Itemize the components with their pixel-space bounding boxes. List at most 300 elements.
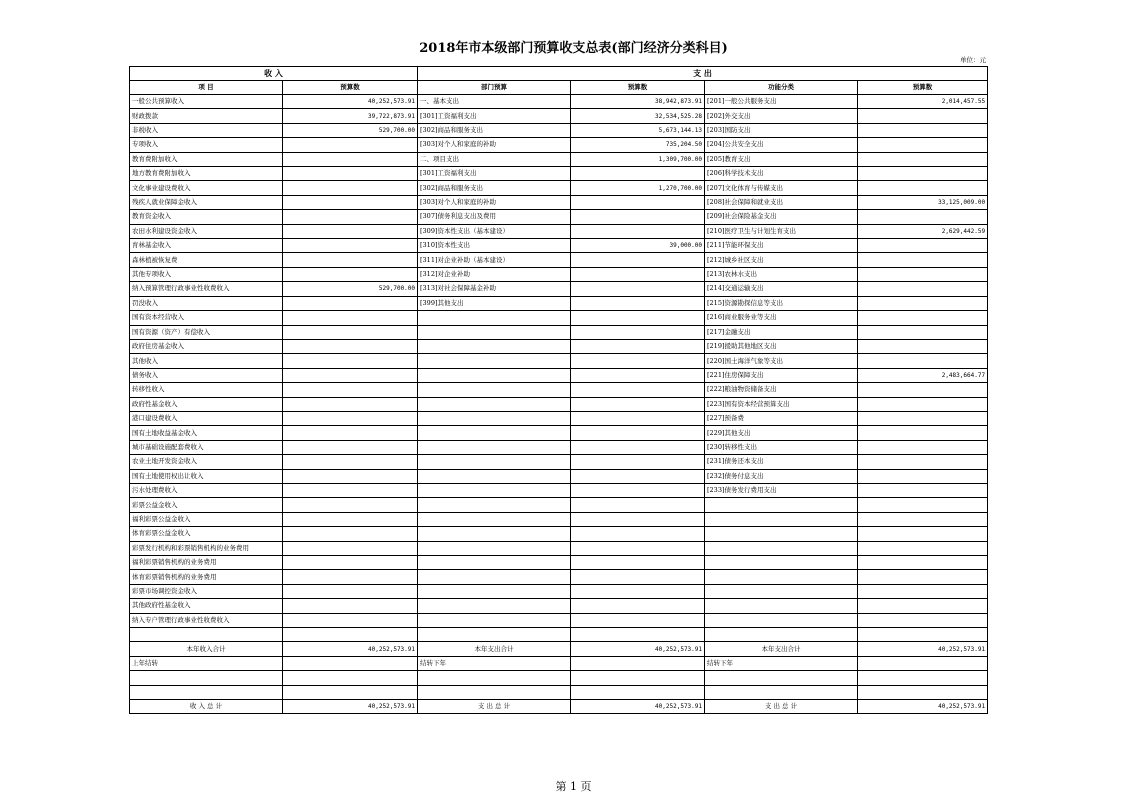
income-budget	[283, 239, 418, 253]
income-budget	[283, 368, 418, 382]
empty-cell	[858, 685, 988, 699]
func-budget	[858, 239, 988, 253]
func-budget	[858, 167, 988, 181]
income-item: 残疾人就业保障金收入	[130, 195, 283, 209]
dept-item: [302]商品和服务支出	[418, 123, 571, 137]
func-item: [201]一般公共服务支出	[705, 95, 858, 109]
dept-budget	[571, 455, 705, 469]
col-func-header: 功能分类	[705, 81, 858, 95]
func-budget	[858, 253, 988, 267]
dept-budget	[571, 311, 705, 325]
dept-budget	[571, 440, 705, 454]
income-budget	[283, 512, 418, 526]
table-row	[130, 584, 988, 598]
dept-budget	[571, 411, 705, 425]
func-budget	[858, 267, 988, 281]
income-item: 育林基金收入	[130, 239, 283, 253]
table-row	[130, 311, 988, 325]
income-item: 专项收入	[130, 138, 283, 152]
func-budget	[858, 599, 988, 613]
func-item: [231]债务还本支出	[705, 455, 858, 469]
empty-cell	[283, 671, 418, 685]
income-item: 其他收入	[130, 354, 283, 368]
func-budget	[858, 512, 988, 526]
carry-row	[130, 656, 988, 670]
table-row	[130, 383, 988, 397]
func-item: [211]节能环保支出	[705, 239, 858, 253]
table-row	[130, 440, 988, 454]
dept-item	[418, 339, 571, 353]
income-item: 文化事业建设费收入	[130, 181, 283, 195]
func-budget	[858, 354, 988, 368]
func-item: [223]国有资本经营预算支出	[705, 397, 858, 411]
dept-budget	[571, 541, 705, 555]
income-budget	[283, 181, 418, 195]
dept-budget	[571, 282, 705, 296]
income-budget	[283, 628, 418, 642]
func-total-value: 40,252,573.91	[858, 642, 988, 656]
income-item: 城市基础设施配套费收入	[130, 440, 283, 454]
income-budget	[283, 440, 418, 454]
dept-item	[418, 628, 571, 642]
income-item: 森林植被恢复费	[130, 253, 283, 267]
func-budget	[858, 541, 988, 555]
income-item: 彩票公益金收入	[130, 498, 283, 512]
func-budget	[858, 138, 988, 152]
income-budget	[283, 455, 418, 469]
header-row-main	[130, 67, 988, 81]
table-row	[130, 109, 988, 123]
income-budget	[283, 426, 418, 440]
table-row	[130, 498, 988, 512]
func-item: [202]外交支出	[705, 109, 858, 123]
func-item: [216]商业服务业等支出	[705, 311, 858, 325]
dept-total-label: 本年支出合计	[418, 642, 571, 656]
func-item: [215]资源勘探信息等支出	[705, 296, 858, 310]
table-row	[130, 411, 988, 425]
next-carry-label: 结转下年	[418, 656, 571, 670]
func-budget	[858, 498, 988, 512]
table-row	[130, 123, 988, 137]
income-item: 政府性基金收入	[130, 397, 283, 411]
empty-cell	[418, 685, 571, 699]
income-budget: 529,700.00	[283, 282, 418, 296]
prev-carry-label: 上年结转	[130, 656, 283, 670]
empty-cell	[571, 685, 705, 699]
table-row	[130, 152, 988, 166]
func-item: [206]科学技术支出	[705, 167, 858, 181]
func-item: [208]社会保障和就业支出	[705, 195, 858, 209]
dept-budget	[571, 224, 705, 238]
func-budget	[858, 426, 988, 440]
func-budget	[858, 339, 988, 353]
dept-item	[418, 469, 571, 483]
func-budget	[858, 109, 988, 123]
page-number: 第 1 页	[555, 780, 592, 793]
dept-budget	[571, 296, 705, 310]
func-budget	[858, 383, 988, 397]
dept-item	[418, 455, 571, 469]
dept-item: [311]对企业补助（基本建设）	[418, 253, 571, 267]
empty-cell	[130, 671, 283, 685]
func-budget	[858, 455, 988, 469]
func-budget: 2,483,664.77	[858, 368, 988, 382]
dept-budget	[571, 628, 705, 642]
income-total-value: 40,252,573.91	[283, 642, 418, 656]
dept-item	[418, 541, 571, 555]
dept-budget	[571, 527, 705, 541]
dept-item: [310]资本性支出	[418, 239, 571, 253]
page-title: 2018年市本级部门预算收支总表(部门经济分类科目)	[419, 41, 728, 56]
income-item: 债务收入	[130, 368, 283, 382]
income-item: 一般公共预算收入	[130, 95, 283, 109]
dept-budget: 1,270,700.00	[571, 181, 705, 195]
income-item: 罚没收入	[130, 296, 283, 310]
func-item	[705, 512, 858, 526]
func-item	[705, 584, 858, 598]
dept-budget	[571, 383, 705, 397]
expense-grand-value: 40,252,573.91	[571, 700, 705, 714]
table-row	[130, 527, 988, 541]
func-item: [207]文化体育与传媒支出	[705, 181, 858, 195]
income-item: 财政拨款	[130, 109, 283, 123]
income-item: 体育彩票公益金收入	[130, 527, 283, 541]
func-budget	[858, 181, 988, 195]
empty-cell	[858, 671, 988, 685]
income-budget	[283, 167, 418, 181]
dept-item	[418, 483, 571, 497]
func-budget	[858, 296, 988, 310]
income-budget	[283, 311, 418, 325]
income-budget	[283, 354, 418, 368]
func-item	[705, 556, 858, 570]
income-item: 其他政府性基金收入	[130, 599, 283, 613]
dept-item	[418, 599, 571, 613]
table-row	[130, 325, 988, 339]
func-budget	[858, 613, 988, 627]
dept-item	[418, 383, 571, 397]
income-budget	[283, 527, 418, 541]
income-budget	[283, 584, 418, 598]
func-item: [203]国防支出	[705, 123, 858, 137]
table-row	[130, 426, 988, 440]
income-budget	[283, 296, 418, 310]
income-item: 彩票发行机构和彩票销售机构的业务费用	[130, 541, 283, 555]
dept-item	[418, 613, 571, 627]
dept-budget	[571, 512, 705, 526]
income-budget	[283, 195, 418, 209]
expense-header: 支 出	[418, 67, 988, 81]
func-total-label: 本年支出合计	[705, 642, 858, 656]
func-budget	[858, 440, 988, 454]
income-budget	[283, 383, 418, 397]
income-item: 国有土地使用权出让收入	[130, 469, 283, 483]
dept-item: 一、基本支出	[418, 95, 571, 109]
col-budget3-header: 预算数	[858, 81, 988, 95]
func-budget: 2,014,457.55	[858, 95, 988, 109]
dept-item	[418, 325, 571, 339]
dept-item	[418, 311, 571, 325]
empty-cell	[283, 656, 418, 670]
func-budget	[858, 570, 988, 584]
func-item	[705, 613, 858, 627]
func-item	[705, 570, 858, 584]
income-budget	[283, 613, 418, 627]
totals-row	[130, 642, 988, 656]
dept-item	[418, 411, 571, 425]
dept-item	[418, 570, 571, 584]
dept-item	[418, 527, 571, 541]
func-budget	[858, 282, 988, 296]
income-item: 农业土地开发资金收入	[130, 455, 283, 469]
func-item: [217]金融支出	[705, 325, 858, 339]
empty-cell	[705, 671, 858, 685]
func-item: [210]医疗卫生与计划生育支出	[705, 224, 858, 238]
income-budget: 39,722,873.91	[283, 109, 418, 123]
func-budget	[858, 311, 988, 325]
dept-item: [307]债务利息支出及费用	[418, 210, 571, 224]
dept-item: [309]资本性支出（基本建设）	[418, 224, 571, 238]
income-item: 政府住房基金收入	[130, 339, 283, 353]
dept-budget	[571, 584, 705, 598]
dept-item: [303]对个人和家庭的补助	[418, 195, 571, 209]
func-budget	[858, 584, 988, 598]
func-budget	[858, 210, 988, 224]
func-item: [229]其他支出	[705, 426, 858, 440]
income-item: 教育费附加收入	[130, 152, 283, 166]
income-item: 国有土地收益基金收入	[130, 426, 283, 440]
table-row	[130, 469, 988, 483]
func-item: [220]国土海洋气象等支出	[705, 354, 858, 368]
func-item	[705, 527, 858, 541]
dept-budget: 32,534,525.28	[571, 109, 705, 123]
table-row	[130, 138, 988, 152]
func-budget	[858, 325, 988, 339]
dept-total-value: 40,252,573.91	[571, 642, 705, 656]
budget-table	[129, 66, 988, 714]
income-budget	[283, 483, 418, 497]
unit-label: 单位：元	[960, 56, 986, 64]
func-item: [227]预备费	[705, 411, 858, 425]
dept-budget	[571, 426, 705, 440]
table-row	[130, 195, 988, 209]
dept-budget: 39,000.00	[571, 239, 705, 253]
func-item: [213]农林水支出	[705, 267, 858, 281]
func-item	[705, 541, 858, 555]
dept-item	[418, 498, 571, 512]
dept-item	[418, 584, 571, 598]
table-row	[130, 282, 988, 296]
dept-budget: 1,309,700.00	[571, 152, 705, 166]
dept-budget	[571, 397, 705, 411]
func-item: [219]援助其他地区支出	[705, 339, 858, 353]
income-item	[130, 628, 283, 642]
income-item: 其他专项收入	[130, 267, 283, 281]
empty-cell	[418, 671, 571, 685]
income-budget	[283, 267, 418, 281]
income-budget	[283, 224, 418, 238]
dept-budget	[571, 325, 705, 339]
income-total-label: 本年收入合计	[130, 642, 283, 656]
table-row	[130, 296, 988, 310]
empty-cell	[130, 685, 283, 699]
func-item: [214]交通运输支出	[705, 282, 858, 296]
table-row	[130, 95, 988, 109]
func-grand-value: 40,252,573.91	[858, 700, 988, 714]
table-row	[130, 354, 988, 368]
income-budget	[283, 556, 418, 570]
table-row	[130, 455, 988, 469]
table-row	[130, 239, 988, 253]
func-item	[705, 599, 858, 613]
dept-budget	[571, 339, 705, 353]
func-item: [204]公共安全支出	[705, 138, 858, 152]
table-row	[130, 210, 988, 224]
dept-item: [303]对个人和家庭的补助	[418, 138, 571, 152]
table-row	[130, 556, 988, 570]
grand-total-row	[130, 700, 988, 714]
func-budget	[858, 397, 988, 411]
dept-item	[418, 556, 571, 570]
income-item: 转移性收入	[130, 383, 283, 397]
income-item: 纳入专户管理行政事业性收费收入	[130, 613, 283, 627]
func-item: [232]债务付息支出	[705, 469, 858, 483]
table-row	[130, 267, 988, 281]
expense-grand-label: 支 出 总 计	[418, 700, 571, 714]
func-budget	[858, 527, 988, 541]
header-row-sub	[130, 81, 988, 95]
func-budget: 33,125,009.00	[858, 195, 988, 209]
col-dept-header: 部门预算	[418, 81, 571, 95]
income-budget	[283, 570, 418, 584]
table-row	[130, 541, 988, 555]
income-item: 非税收入	[130, 123, 283, 137]
dept-item: [399]其他支出	[418, 296, 571, 310]
dept-budget	[571, 167, 705, 181]
table-row	[130, 570, 988, 584]
dept-item	[418, 440, 571, 454]
table-row	[130, 368, 988, 382]
dept-budget	[571, 253, 705, 267]
table-row	[130, 253, 988, 267]
func-budget	[858, 411, 988, 425]
func-budget	[858, 556, 988, 570]
income-budget	[283, 138, 418, 152]
dept-item	[418, 368, 571, 382]
dept-budget	[571, 210, 705, 224]
table-row	[130, 397, 988, 411]
dept-budget	[571, 469, 705, 483]
table-row	[130, 181, 988, 195]
col-budget2-header: 预算数	[571, 81, 705, 95]
func-item	[705, 628, 858, 642]
dept-item	[418, 512, 571, 526]
func-budget	[858, 628, 988, 642]
func-item: [212]城乡社区支出	[705, 253, 858, 267]
dept-budget	[571, 498, 705, 512]
dept-item	[418, 397, 571, 411]
income-item: 纳入预算管理行政事业性收费收入	[130, 282, 283, 296]
table-row	[130, 599, 988, 613]
func-item	[705, 498, 858, 512]
dept-budget	[571, 483, 705, 497]
dept-budget: 5,673,144.13	[571, 123, 705, 137]
dept-item	[418, 426, 571, 440]
dept-budget	[571, 556, 705, 570]
func-item: [205]教育支出	[705, 152, 858, 166]
table-row	[130, 167, 988, 181]
income-grand-value: 40,252,573.91	[283, 700, 418, 714]
table-row	[130, 224, 988, 238]
dept-item: [301]工资福利支出	[418, 109, 571, 123]
table-row	[130, 512, 988, 526]
dept-item: [312]对企业补助	[418, 267, 571, 281]
income-budget	[283, 498, 418, 512]
income-item: 地方教育费附加收入	[130, 167, 283, 181]
income-budget	[283, 397, 418, 411]
income-budget: 529,700.00	[283, 123, 418, 137]
dept-budget: 38,942,873.91	[571, 95, 705, 109]
dept-budget	[571, 267, 705, 281]
blank-row	[130, 685, 988, 699]
income-item: 福利彩票销售机构的业务费用	[130, 556, 283, 570]
func-item: [221]住房保障支出	[705, 368, 858, 382]
dept-item: [313]对社会保障基金补助	[418, 282, 571, 296]
income-item: 港口建设费收入	[130, 411, 283, 425]
func-grand-label: 支 出 总 计	[705, 700, 858, 714]
dept-item: [301]工资福利支出	[418, 167, 571, 181]
income-budget: 40,252,573.91	[283, 95, 418, 109]
income-budget	[283, 253, 418, 267]
dept-budget	[571, 599, 705, 613]
income-budget	[283, 411, 418, 425]
income-budget	[283, 325, 418, 339]
next-carry-label-2: 结转下年	[705, 656, 858, 670]
income-item: 国有资源（资产）有偿收入	[130, 325, 283, 339]
income-budget	[283, 469, 418, 483]
dept-budget	[571, 195, 705, 209]
empty-cell	[858, 656, 988, 670]
income-item: 彩票市场调控资金收入	[130, 584, 283, 598]
dept-budget	[571, 354, 705, 368]
table-row	[130, 483, 988, 497]
income-item: 教育资金收入	[130, 210, 283, 224]
dept-budget: 735,204.50	[571, 138, 705, 152]
empty-cell	[571, 671, 705, 685]
blank-row	[130, 671, 988, 685]
col-item-header: 项 目	[130, 81, 283, 95]
income-budget	[283, 541, 418, 555]
income-grand-label: 收 入 总 计	[130, 700, 283, 714]
func-item: [233]债务发行费用支出	[705, 483, 858, 497]
func-budget	[858, 123, 988, 137]
func-item: [209]社会保险基金支出	[705, 210, 858, 224]
func-budget	[858, 469, 988, 483]
func-budget	[858, 483, 988, 497]
empty-cell	[283, 685, 418, 699]
income-budget	[283, 599, 418, 613]
income-item: 农田水利建设资金收入	[130, 224, 283, 238]
col-budget-header: 预算数	[283, 81, 418, 95]
dept-item: 二、项目支出	[418, 152, 571, 166]
func-budget	[858, 152, 988, 166]
func-budget: 2,629,442.59	[858, 224, 988, 238]
table-row	[130, 628, 988, 642]
empty-cell	[571, 656, 705, 670]
table-row	[130, 339, 988, 353]
income-item: 污水处理费收入	[130, 483, 283, 497]
income-budget	[283, 152, 418, 166]
